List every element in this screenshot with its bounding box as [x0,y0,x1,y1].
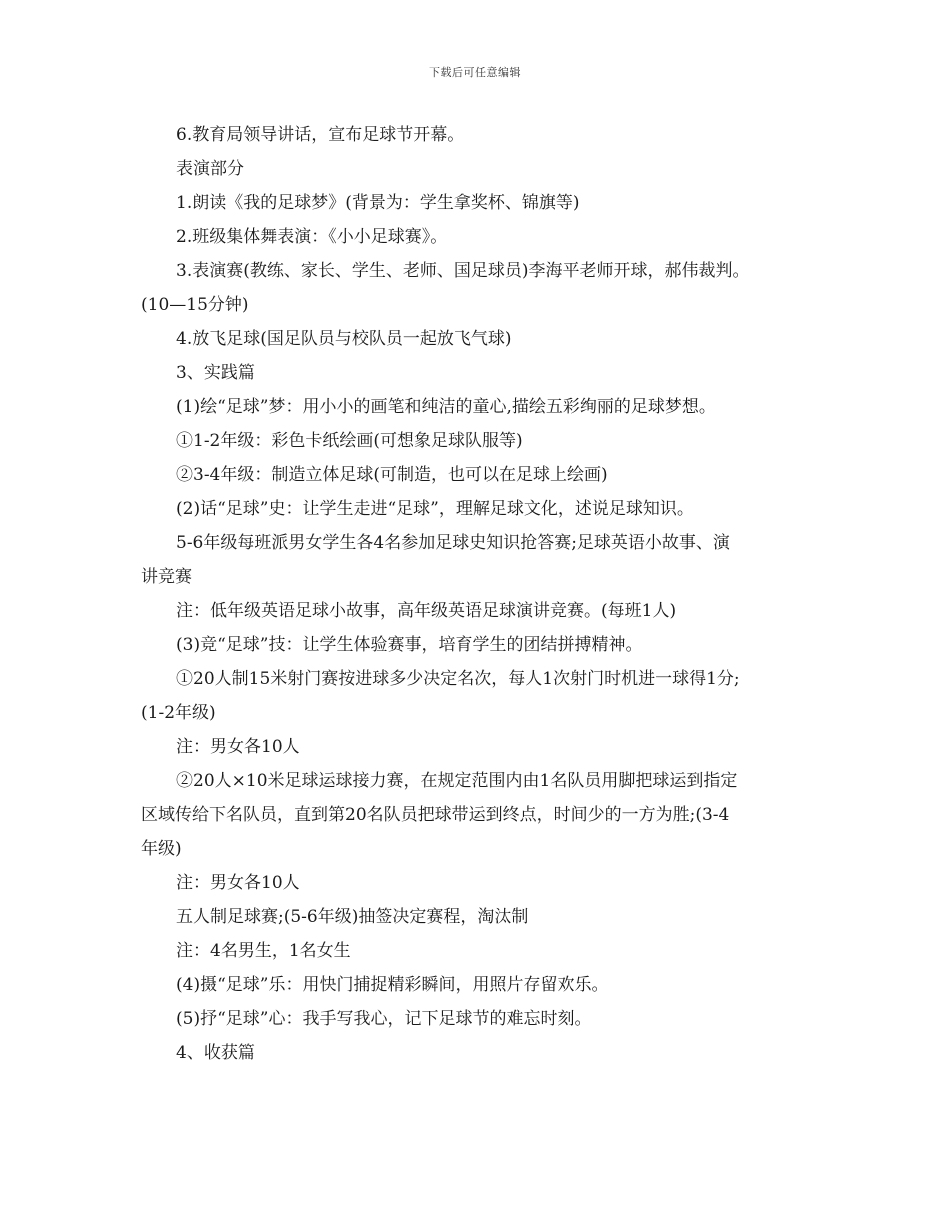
text-line: 注：男女各10人 [176,873,300,893]
text-line: 注：男女各10人 [176,737,300,757]
text-line: ①20人制15米射门赛按进球多少决定名次，每人1次射门时机进一球得1分; [176,669,740,689]
text-line: ①1-2年级：彩色卡纸绘画(可想象足球队服等) [176,431,523,451]
text-line: 2.班级集体舞表演：《小小足球赛》。 [176,227,448,247]
text-line: 区域传给下名队员，直到第20名队员把球带运到终点，时间少的一方为胜;(3-4 [141,805,730,825]
text-line: 讲竞赛 [141,567,192,587]
text-line: (2)话“足球”史：让学生走进“足球”，理解足球文化，述说足球知识。 [176,499,694,519]
text-line: 4.放飞足球(国足队员与校队员一起放飞气球) [176,329,512,349]
text-line: 注：4名男生，1名女生 [176,941,351,961]
text-line: 注：低年级英语足球小故事，高年级英语足球演讲竞赛。(每班1人) [176,601,677,621]
text-line: (4)摄“足球”乐：用快门捕捉精彩瞬间，用照片存留欢乐。 [176,975,609,995]
text-line: 6.教育局领导讲话，宣布足球节开幕。 [176,125,465,145]
text-line: 4、收获篇 [176,1043,255,1063]
text-line: (10—15分钟) [141,295,249,315]
text-line: (5)抒“足球”心：我手写我心，记下足球节的难忘时刻。 [176,1009,592,1029]
page-header: 下载后可任意编辑 [429,66,521,79]
text-line: 五人制足球赛;(5-6年级)抽签决定赛程，淘汰制 [176,907,529,927]
text-line: 5-6年级每班派男女学生各4名参加足球史知识抢答赛;足球英语小故事、演 [176,533,730,553]
text-line: ②3-4年级：制造立体足球(可制造，也可以在足球上绘画) [176,465,608,485]
text-line: (1-2年级) [141,703,216,723]
text-line: 3.表演赛(教练、家长、学生、老师、国足球员)李海平老师开球，郝伟裁判。 [176,261,750,281]
text-line: (3)竞“足球”技：让学生体验赛事，培育学生的团结拼搏精神。 [176,635,643,655]
text-line: (1)绘“足球”梦：用小小的画笔和纯洁的童心,描绘五彩绚丽的足球梦想。 [176,397,716,417]
text-line: 1.朗读《我的足球梦》(背景为：学生拿奖杯、锦旗等) [176,193,580,213]
text-line: ②20人×10米足球运球接力赛，在规定范围内由1名队员用脚把球运到指定 [176,771,738,791]
text-line: 3、实践篇 [176,363,255,383]
text-line: 表演部分 [176,159,244,179]
document-body [141,118,821,1070]
text-line: 年级) [141,839,182,859]
